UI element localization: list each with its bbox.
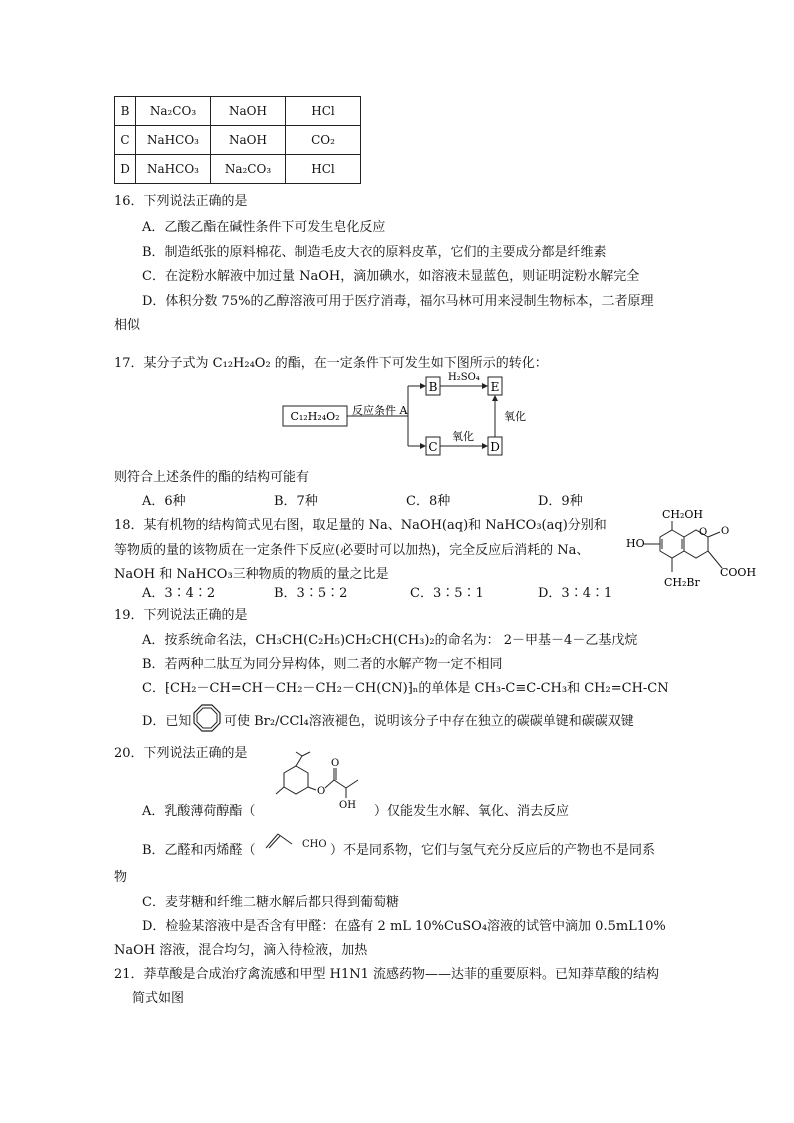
q18-option-c: C．3∶5∶1: [410, 586, 484, 601]
table-cell: NaHCO₃: [136, 155, 211, 184]
cyclooctatetraene-structure: [192, 703, 222, 733]
svg-text:OH: OH: [339, 800, 356, 811]
table-cell: Na₂CO₃: [136, 97, 211, 126]
q20-option-c: C．麦芽糖和纤维二糖水解后都只得到葡萄糖: [142, 895, 399, 910]
q21-line-1: 21．莽草酸是合成治疗禽流感和甲型 H1N1 流感药物——达菲的重要原料。已知莽草酸的结构: [114, 967, 660, 982]
svg-text:COOH: COOH: [720, 566, 757, 579]
svg-text:O: O: [331, 758, 340, 769]
q16-option-c: C．在淀粉水解液中加过量 NaOH，滴加碘水，如溶液未显蓝色，则证明淀粉水解完全: [142, 269, 640, 284]
svg-text:B: B: [428, 380, 438, 394]
svg-text:CH₂OH: CH₂OH: [662, 508, 704, 521]
reagent-table: [114, 96, 361, 184]
q20-stem: 20．下列说法正确的是: [114, 746, 248, 761]
q20-option-b-pre: B．乙醛和丙烯醛（: [142, 843, 256, 858]
svg-text:HO: HO: [626, 537, 645, 550]
q16-option-d: D．体积分数 75%的乙醇溶液可用于医疗消毒，福尔马林可用来浸制生物标本，二者原理: [142, 294, 654, 309]
oxidize-label-bottom: 氧化: [452, 430, 474, 443]
table-row: [115, 126, 361, 155]
table-cell: NaHCO₃: [136, 126, 211, 155]
table-cell: CO₂: [286, 126, 361, 155]
svg-text:O: O: [721, 526, 730, 537]
q19-option-b: B．若两种二肽互为同分异构体，则二者的水解产物一定不相同: [142, 657, 503, 672]
q17-option-c: C．8种: [406, 494, 451, 509]
svg-text:E: E: [490, 380, 500, 394]
acrolein-structure: [264, 828, 302, 850]
table-row: [115, 97, 361, 126]
q21-line-2: 简式如图: [132, 991, 185, 1006]
q17-option-b: B．7种: [274, 494, 318, 509]
q18-line-2: 等物质的量的该物质在一定条件下反应(必要时可以加热)，完全反应后消耗的 Na、: [114, 543, 590, 558]
q17-option-a: A．6种: [142, 494, 186, 509]
q17-option-d: D．9种: [538, 494, 583, 509]
q20-option-b-post: ）不是同系物，它们与氢气充分反应后的产物也不是同系: [330, 843, 656, 858]
table-cell: HCl: [286, 97, 361, 126]
q19-option-d-post: 可使 Br₂/CCl₄溶液褪色，说明该分子中存在独立的碳碳单键和碳碳双键: [224, 714, 634, 729]
menthyl-lactate-structure: [262, 752, 374, 814]
oxidize-label-right: 氧化: [504, 410, 526, 423]
q20-option-a-post: ）仅能发生水解、氧化、消去反应: [374, 804, 570, 819]
q16-option-d-cont: 相似: [114, 318, 141, 333]
condition-label: 反应条件 A: [352, 404, 408, 417]
q17-after: 则符合上述条件的酯的结构可能有: [114, 470, 310, 485]
acrolein-cho: CHO: [302, 839, 327, 850]
q20-option-a-pre: A．乳酸薄荷醇酯（: [142, 804, 256, 819]
table-cell: HCl: [286, 155, 361, 184]
start-formula: C₁₂H₂₄O₂: [290, 410, 340, 423]
svg-text:O: O: [699, 527, 708, 538]
table-cell: C: [115, 126, 136, 155]
table-cell: D: [115, 155, 136, 184]
q16-option-b: B．制造纸张的原料棉花、制造毛皮大衣的原料皮革，它们的主要成分都是纤维素: [142, 245, 607, 260]
table-row: [115, 155, 361, 184]
q19-option-c: C．⁅CH₂－CH=CH－CH₂－CH₂－CH(CN)⁆ₙ的单体是 CH₃-C≡C-CH₃和 CH₂=CH-CN: [142, 681, 669, 696]
svg-text:CH₂Br: CH₂Br: [664, 576, 700, 589]
q20-option-d: D．检验某溶液中是否含有甲醛：在盛有 2 mL 10%CuSO₄溶液的试管中滴加 0.5mL10%: [142, 919, 666, 934]
table-cell: B: [115, 97, 136, 126]
q18-option-d: D．3∶4∶1: [538, 586, 613, 601]
q20-option-d-cont: NaOH 溶液，混合均匀，滴入待检液，加热: [114, 943, 368, 958]
svg-text:C: C: [428, 440, 438, 454]
q16-option-a: A．乙酸乙酯在碱性条件下可发生皂化反应: [142, 220, 386, 235]
table-cell: Na₂CO₃: [211, 155, 286, 184]
q19-stem: 19．下列说法正确的是: [114, 608, 248, 623]
q18-line-1: 18．某有机物的结构简式见右图，取足量的 Na、NaOH(aq)和 NaHCO₃(aq)分别和: [114, 518, 607, 533]
h2so4-label: H₂SO₄: [448, 372, 480, 383]
q18-option-b: B．3∶5∶2: [274, 586, 348, 601]
q18-option-a: A．3∶4∶2: [142, 586, 216, 601]
q16-stem: 16．下列说法正确的是: [114, 194, 248, 209]
q19-option-d-pre: D．已知: [142, 714, 192, 729]
q19-option-a: A．按系统命名法，CH₃CH(C₂H₅)CH₂CH(CH₃)₂的命名为： 2－甲基－4－乙基戊烷: [142, 633, 638, 648]
q18-line-3: NaOH 和 NaHCO₃三种物质的物质的量之比是: [114, 567, 389, 582]
q20-option-b-cont: 物: [114, 870, 128, 885]
q18-structure: [624, 506, 757, 594]
q17-stem: 17．某分子式为 C₁₂H₂₄O₂ 的酯，在一定条件下可发生如下图所示的转化：: [114, 356, 548, 371]
q17-transformation-diagram: [280, 370, 540, 460]
svg-text:D: D: [490, 440, 500, 454]
table-cell: NaOH: [211, 97, 286, 126]
table-cell: NaOH: [211, 126, 286, 155]
svg-text:O: O: [317, 786, 326, 797]
